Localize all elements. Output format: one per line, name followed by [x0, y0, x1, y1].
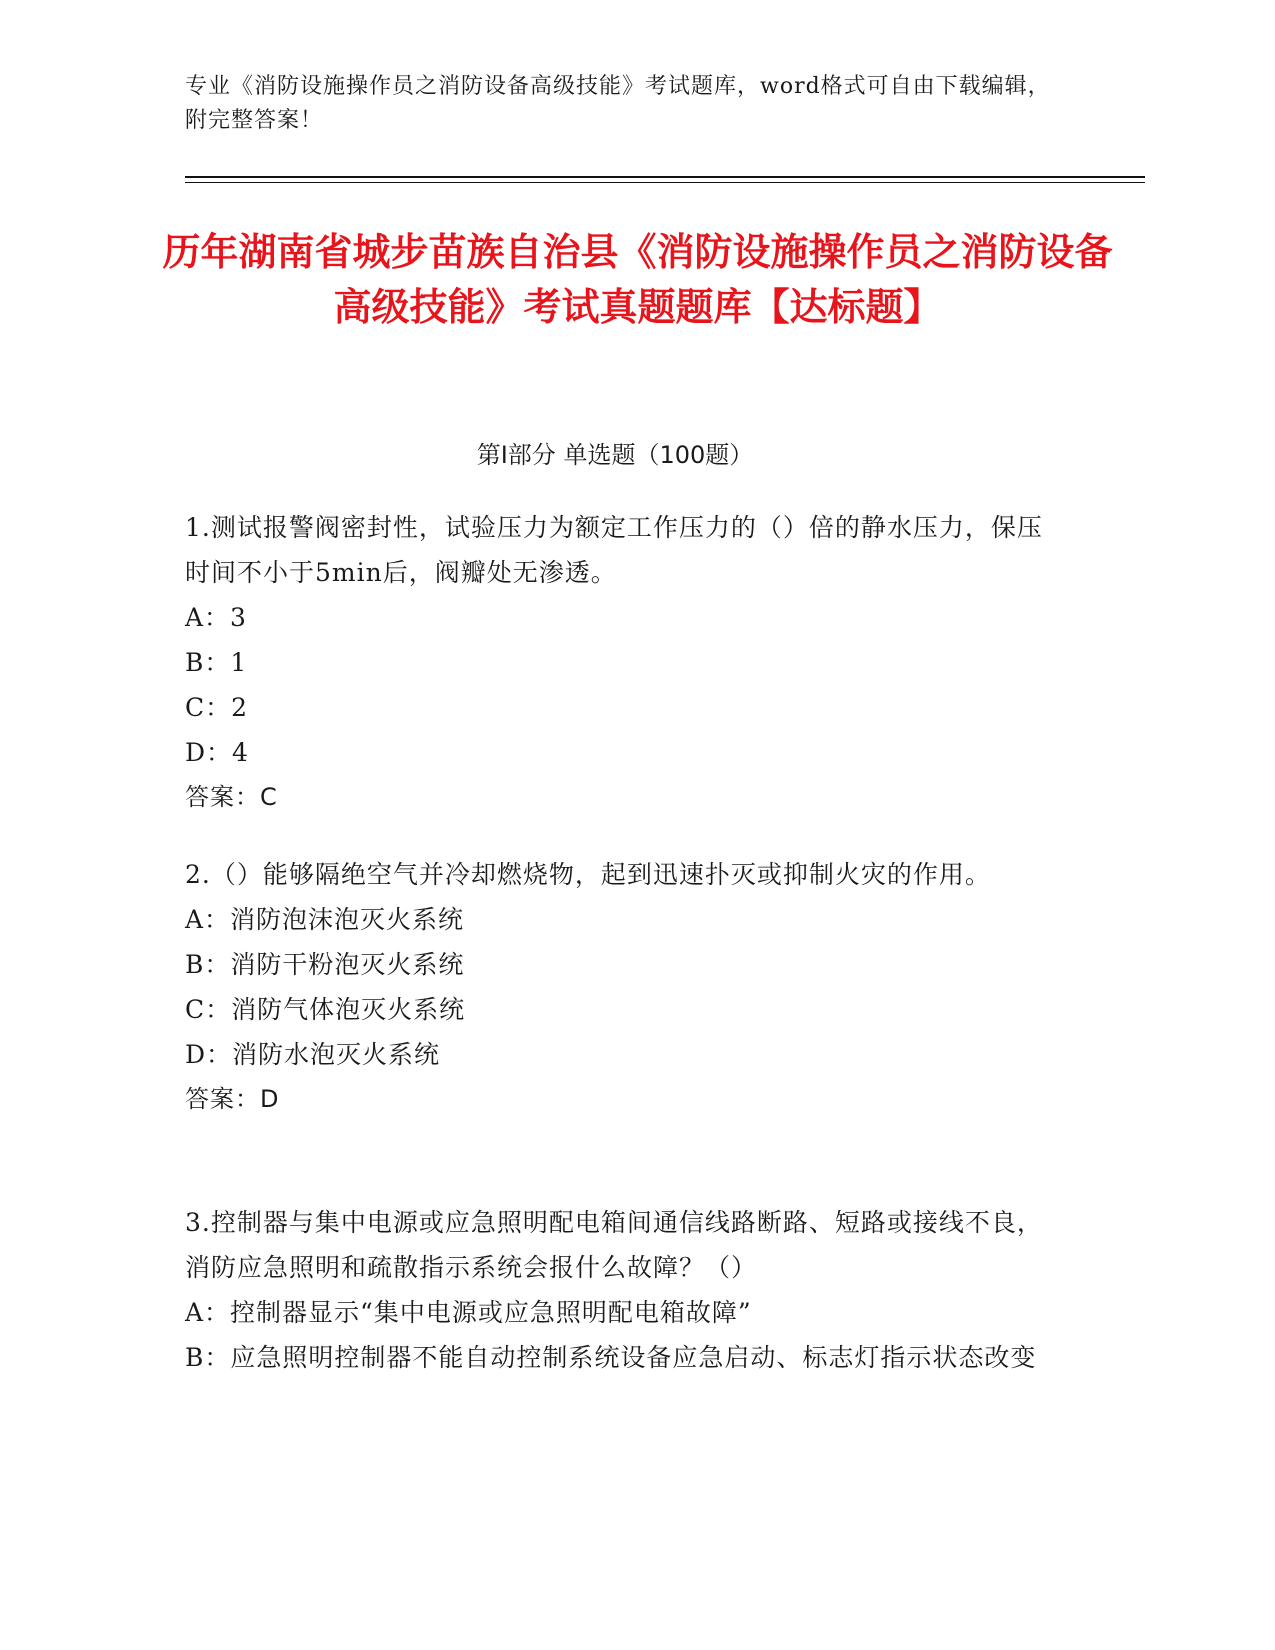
option-b: B：1: [185, 648, 248, 677]
option-d: D：消防水泡灭火系统: [185, 1040, 441, 1069]
header-divider-thin: [185, 182, 1145, 183]
option-a: A：3: [185, 603, 247, 632]
option-a: A：控制器显示“集中电源或应急照明配电箱故障”: [185, 1298, 752, 1327]
option-c: C：消防气体泡灭火系统: [185, 995, 466, 1024]
option-a: A：消防泡沫泡灭火系统: [185, 905, 465, 934]
question-1: [185, 505, 1065, 820]
document-title: 历年湖南省城步苗族自治县《消防设施操作员之消防设备高级技能》考试真题题库【达标题】: [162, 230, 1113, 329]
option-b: B：应急照明控制器不能自动控制系统设备应急启动、标志灯指示状态改变: [185, 1343, 1037, 1372]
question-text: 3.控制器与集中电源或应急照明配电箱间通信线路断路、短路或接线不良，消防应急照明和疏散指示系统会报什么故障？（）: [185, 1208, 1043, 1282]
answer: 答案：C: [185, 783, 278, 811]
question-3: [185, 1200, 1065, 1380]
question-2: [185, 852, 1065, 1122]
header-divider-thick: [185, 176, 1145, 178]
option-b: B：消防干粉泡灭火系统: [185, 950, 465, 979]
question-text: 1.测试报警阀密封性，试验压力为额定工作压力的（）倍的静水压力，保压时间不小于5min后，阀瓣处无渗透。: [185, 513, 1043, 587]
question-text: 2.（）能够隔绝空气并冷却燃烧物，起到迅速扑灭或抑制火灾的作用。: [185, 860, 991, 889]
header-note: 专业《消防设施操作员之消防设备高级技能》考试题库，word格式可自由下载编辑，附完整答案！: [185, 74, 1051, 133]
option-c: C：2: [185, 693, 249, 722]
option-d: D：4: [185, 738, 249, 767]
answer: 答案：D: [185, 1085, 280, 1113]
section-title: 第Ⅰ部分 单选题（100题）: [476, 441, 754, 469]
